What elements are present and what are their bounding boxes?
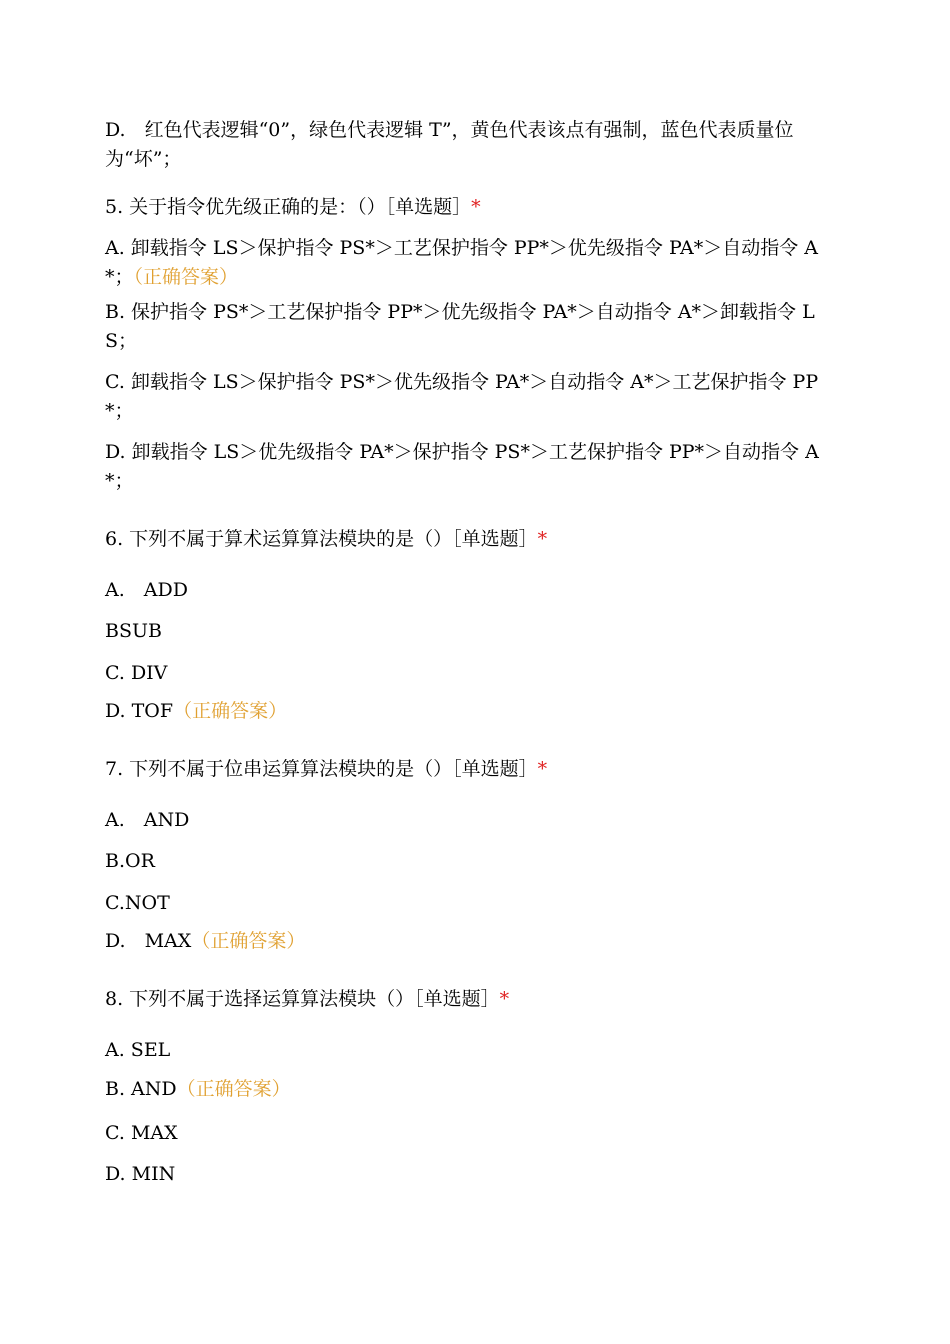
question-5-option-a[interactable]: A. 卸载指令 LS＞保护指令 PS*＞工艺保护指令 PP*＞优先级指令 PA*＞自动指令 A*；（正确答案） (105, 237, 818, 288)
correct-answer-marker: （正确答案） (191, 930, 306, 952)
correct-answer-marker: （正确答案） (133, 266, 239, 288)
required-marker: * (537, 758, 548, 780)
question-6-option-b[interactable]: BSUB (105, 620, 162, 642)
question-5-title: 5. 关于指令优先级正确的是：（）［单选题］* (105, 196, 481, 218)
question-6-option-d[interactable]: D. TOF（正确答案） (105, 700, 288, 722)
correct-answer-marker: （正确答案） (173, 700, 288, 722)
question-7-option-c[interactable]: C.NOT (105, 892, 170, 914)
question-6-option-a[interactable]: A. ADD (105, 579, 188, 601)
prev-option-d (105, 116, 840, 174)
question-6-title: 6. 下列不属于算术运算算法模块的是（）［单选题］* (105, 528, 548, 550)
question-6-option-c[interactable]: C. DIV (105, 662, 168, 684)
question-7-option-a[interactable]: A. AND (105, 809, 190, 831)
question-8-option-d[interactable]: D. MIN (105, 1163, 176, 1185)
question-8-title: 8. 下列不属于选择运算算法模块（）［单选题］* (105, 988, 510, 1010)
required-marker: * (537, 528, 548, 550)
question-7-option-b[interactable]: B.OR (105, 850, 155, 872)
question-8-option-b[interactable]: B. AND（正确答案） (105, 1078, 291, 1100)
required-marker: * (499, 988, 510, 1010)
correct-answer-marker: （正确答案） (176, 1078, 291, 1100)
question-5-option-d[interactable]: D. 卸载指令 LS＞优先级指令 PA*＞保护指令 PS*＞工艺保护指令 PP*＞自动指令 A*； (105, 441, 819, 492)
question-8-option-c[interactable]: C. MAX (105, 1122, 178, 1144)
question-5-option-b[interactable]: B. 保护指令 PS*＞工艺保护指令 PP*＞优先级指令 PA*＞自动指令 A*＞卸载指令 LS； (105, 301, 815, 352)
question-7-title: 7. 下列不属于位串运算算法模块的是（）［单选题］* (105, 758, 548, 780)
question-5-option-c[interactable]: C. 卸载指令 LS＞保护指令 PS*＞优先级指令 PA*＞自动指令 A*＞工艺保护指令 PP*； (105, 371, 819, 422)
question-8-option-a[interactable]: A. SEL (105, 1039, 171, 1061)
option-text: D. 红色代表逻辑“0”，绿色代表逻辑 T”，黄色代表该点有强制，蓝色代表质量位为“坏”； (105, 119, 794, 170)
required-marker: * (471, 196, 481, 218)
question-7-option-d[interactable]: D. MAX（正确答案） (105, 930, 306, 952)
